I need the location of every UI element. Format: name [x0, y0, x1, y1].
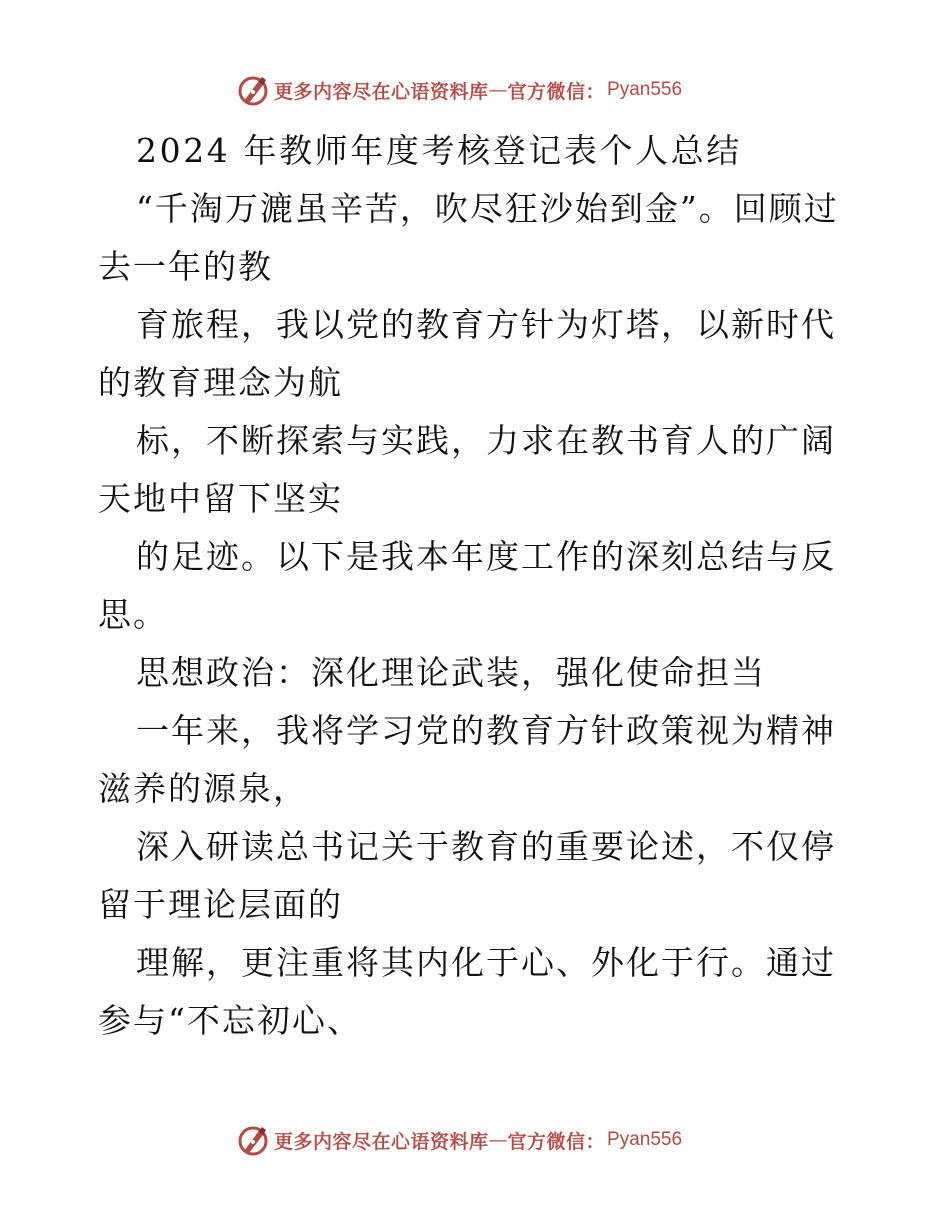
header-wechat-id: Pyan556	[607, 79, 683, 100]
header-banner	[236, 70, 682, 110]
paragraph-4: 的足迹。以下是我本年度工作的深刻总结与反思。	[98, 537, 836, 634]
footer-banner	[236, 1120, 682, 1160]
paragraph-2: 育旅程，我以党的教育方针为灯塔，以新时代的教育理念为航	[98, 305, 836, 402]
paragraph-1: “千淘万漉虽辛苦，吹尽狂沙始到金”。回顾过去一年的教	[98, 189, 839, 286]
footer-banner-separator: —	[488, 1129, 508, 1151]
paragraph-6: 深入研读总书记关于教育的重要论述，不仅停留于理论层面的	[98, 827, 836, 924]
pen-nib-logo-icon	[236, 1123, 270, 1157]
header-banner-separator: —	[488, 79, 508, 101]
header-wechat-label: 官方微信：	[507, 80, 606, 103]
footer-wechat-label: 官方微信：	[507, 1130, 606, 1153]
paragraph-7: 理解，更注重将其内化于心、外化于行。通过参与“不忘初心、	[98, 943, 836, 1040]
pen-nib-logo-icon	[236, 73, 270, 107]
paragraph-3: 标，不断探索与实践，力求在教书育人的广阔天地中留下坚实	[98, 421, 836, 518]
section-heading-ideology: 思想政治：深化理论武装，强化使命担当	[136, 653, 766, 692]
footer-banner-text: 更多内容尽在心语资料库	[274, 1130, 489, 1153]
paragraph-5: 一年来，我将学习党的教育方针政策视为精神滋养的源泉，	[98, 711, 836, 808]
header-banner-text: 更多内容尽在心语资料库	[274, 80, 489, 103]
document-title: 2024 年教师年度考核登记表个人总结	[136, 131, 742, 170]
footer-wechat-id: Pyan556	[607, 1129, 683, 1150]
document-body	[98, 122, 858, 1050]
